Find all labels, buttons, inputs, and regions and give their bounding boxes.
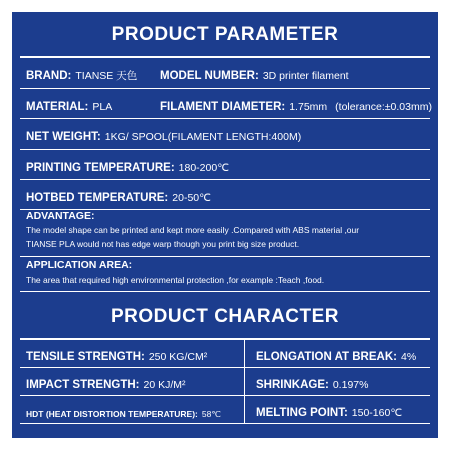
advantage-label: ADVANTAGE: (26, 210, 95, 222)
character-section-title: PRODUCT CHARACTER (110, 306, 340, 327)
shrinkage-field (256, 375, 368, 393)
brand-label: BRAND: (26, 70, 72, 82)
impact-field (26, 375, 186, 393)
printing-temperature-value: 180-200℃ (178, 162, 229, 174)
hotbed-temperature-field (26, 188, 211, 206)
advantage-line-2: TIANSE PLA would not has edge warp though you print big size product. (26, 239, 300, 249)
impact-value: 20 KJ/M² (143, 379, 186, 391)
diameter-tolerance: (tolerance:±0.03mm) (335, 101, 432, 113)
hdt-value: 58℃ (201, 409, 221, 419)
tensile-elongation-row (20, 340, 430, 368)
diameter-value: 1.75mm (289, 101, 328, 113)
advantage-row (20, 210, 430, 257)
shrinkage-label: SHRINKAGE: (256, 379, 329, 391)
material-value: PLA (92, 101, 113, 113)
net-weight-field (26, 127, 301, 145)
tensile-field (26, 347, 207, 365)
model-value: 3D printer filament (262, 70, 349, 82)
elongation-label: ELONGATION AT BREAK: (256, 351, 397, 363)
hdt-label: HDT (HEAT DISTORTION TEMPERATURE): (26, 409, 198, 419)
parameter-section-title: PRODUCT PARAMETER (111, 24, 339, 45)
tensile-value: 250 KG/CM² (148, 351, 208, 363)
net-weight-row (20, 119, 430, 150)
character-column-divider (244, 340, 245, 424)
melting-field (256, 403, 402, 421)
brand-model-row (20, 58, 430, 89)
tensile-label: TENSILE STRENGTH: (26, 351, 145, 363)
net-weight-value: 1KG/ SPOOL(FILAMENT LENGTH:400M) (104, 131, 302, 143)
product-spec-panel (12, 12, 438, 438)
diameter-label: FILAMENT DIAMETER: (160, 101, 286, 113)
impact-label: IMPACT STRENGTH: (26, 379, 140, 391)
impact-shrinkage-row (20, 368, 430, 396)
shrinkage-value: 0.197% (332, 379, 369, 391)
material-label: MATERIAL: (26, 101, 89, 113)
brand-value: TIANSE 天色 (75, 70, 138, 82)
elongation-value: 4% (400, 351, 417, 363)
hdt-melting-row (20, 396, 430, 424)
application-area-row (20, 257, 430, 292)
advantage-line-1: The model shape can be printed and kept more easily .Compared with ABS material ,our (26, 225, 360, 235)
hotbed-temperature-label: HOTBED TEMPERATURE: (26, 192, 169, 204)
application-area-label: APPLICATION AREA: (26, 259, 133, 271)
printing-temperature-row (20, 150, 430, 180)
material-diameter-row (20, 89, 430, 119)
melting-value: 150-160℃ (351, 407, 403, 419)
hotbed-temperature-value: 20-50℃ (172, 192, 211, 204)
printing-temperature-field (26, 158, 229, 176)
elongation-field (256, 347, 416, 365)
hotbed-temperature-row (20, 180, 430, 210)
application-area-text: The area that required high environmental protection ,for example :Teach ,food. (26, 275, 325, 285)
melting-label: MELTING POINT: (256, 407, 348, 419)
net-weight-label: NET WEIGHT: (26, 131, 101, 143)
model-field (160, 66, 349, 84)
brand-field (26, 66, 137, 84)
diameter-field (160, 97, 432, 115)
material-field (26, 97, 112, 115)
printing-temperature-label: PRINTING TEMPERATURE: (26, 162, 175, 174)
hdt-field (26, 404, 221, 422)
model-label: MODEL NUMBER: (160, 70, 259, 82)
